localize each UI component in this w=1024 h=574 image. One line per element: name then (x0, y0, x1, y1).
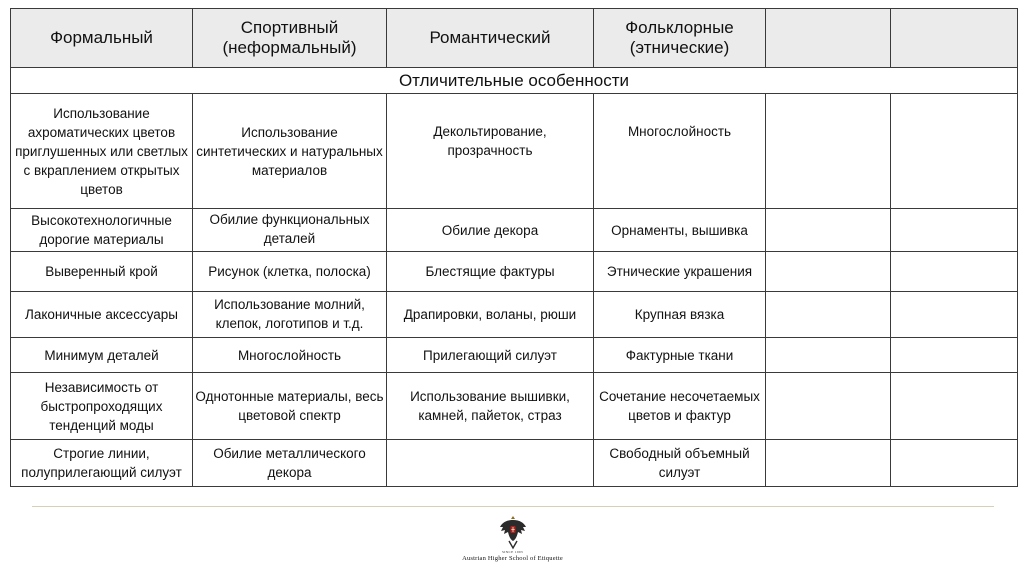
section-title: Отличительные особенности (11, 68, 1018, 94)
double-headed-eagle-crest-icon (497, 514, 529, 550)
table-row (11, 338, 1018, 373)
table-cell: Выверенный крой (11, 252, 193, 292)
header-empty-5 (766, 9, 891, 68)
table-cell: Использование вышивки, камней, пайеток, страз (387, 373, 594, 440)
table-cell (766, 209, 891, 252)
table-cell (387, 440, 594, 487)
header-row (11, 9, 1018, 68)
table-cell: Прилегающий силуэт (387, 338, 594, 373)
table-cell (766, 338, 891, 373)
table-cell: Орнаменты, вышивка (594, 209, 766, 252)
table-cell: Свободный объемный силуэт (594, 440, 766, 487)
table-cell: Сочетание несочетаемых цветов и фактур (594, 373, 766, 440)
table-cell: Использование молний, клепок, логотипов и т.д. (193, 292, 387, 338)
table-cell (766, 94, 891, 209)
table-cell (891, 209, 1018, 252)
table-cell: Этнические украшения (594, 252, 766, 292)
table-cell: Строгие линии, полуприлегающий силуэт (11, 440, 193, 487)
table-row (11, 373, 1018, 440)
logo-tagline: SINCE 1993 (502, 550, 523, 554)
table-cell (891, 373, 1018, 440)
section-row (11, 68, 1018, 94)
header-folk (594, 9, 766, 68)
table-cell: Фактурные ткани (594, 338, 766, 373)
table-cell (891, 338, 1018, 373)
header-empty-6 (891, 9, 1018, 68)
table-cell (766, 373, 891, 440)
header-folk-label: Фольклорные (этнические) (625, 18, 734, 57)
table-cell: Многослойность (193, 338, 387, 373)
table-cell: Рисунок (клетка, полоска) (193, 252, 387, 292)
table-cell: Использование ахроматических цветов приглушенных или светлых с вкраплением открытых цветов (11, 94, 193, 209)
table-cell (766, 252, 891, 292)
table-row (11, 292, 1018, 338)
table-cell: Крупная вязка (594, 292, 766, 338)
table-cell: Использование синтетических и натуральных материалов (193, 94, 387, 209)
styles-comparison-table (10, 8, 1018, 487)
table-cell: Лаконичные аксессуары (11, 292, 193, 338)
table-cell: Минимум деталей (11, 338, 193, 373)
logo-school-name: Austrian Higher School of Etiquette (462, 555, 563, 562)
table-cell: Однотонные материалы, весь цветовой спектр (193, 373, 387, 440)
table-row (11, 209, 1018, 252)
table-cell: Высокотехнологичные дорогие материалы (11, 209, 193, 252)
table-cell: Независимость от быстропроходящих тенденций моды (11, 373, 193, 440)
header-sport-label: Спортивный (неформальный) (222, 18, 357, 57)
table-cell (891, 94, 1018, 209)
table-cell (891, 252, 1018, 292)
table-cell: Драпировки, воланы, рюши (387, 292, 594, 338)
school-logo (445, 514, 580, 572)
table-cell: Обилие декора (387, 209, 594, 252)
table-cell: Обилие металлического декора (193, 440, 387, 487)
table-row (11, 94, 1018, 209)
table-cell (891, 440, 1018, 487)
table-cell: Многослойность (594, 94, 766, 209)
footer-divider (32, 506, 994, 507)
table-row (11, 252, 1018, 292)
table-cell (891, 292, 1018, 338)
table-cell (766, 440, 891, 487)
table-cell: Декольтирование, прозрачность (387, 94, 594, 209)
table-row (11, 440, 1018, 487)
table-cell: Обилие функциональных деталей (193, 209, 387, 252)
header-formal: Формальный (11, 9, 193, 68)
header-sport (193, 9, 387, 68)
header-romantic: Романтический (387, 9, 594, 68)
table-cell (766, 292, 891, 338)
table-cell: Блестящие фактуры (387, 252, 594, 292)
